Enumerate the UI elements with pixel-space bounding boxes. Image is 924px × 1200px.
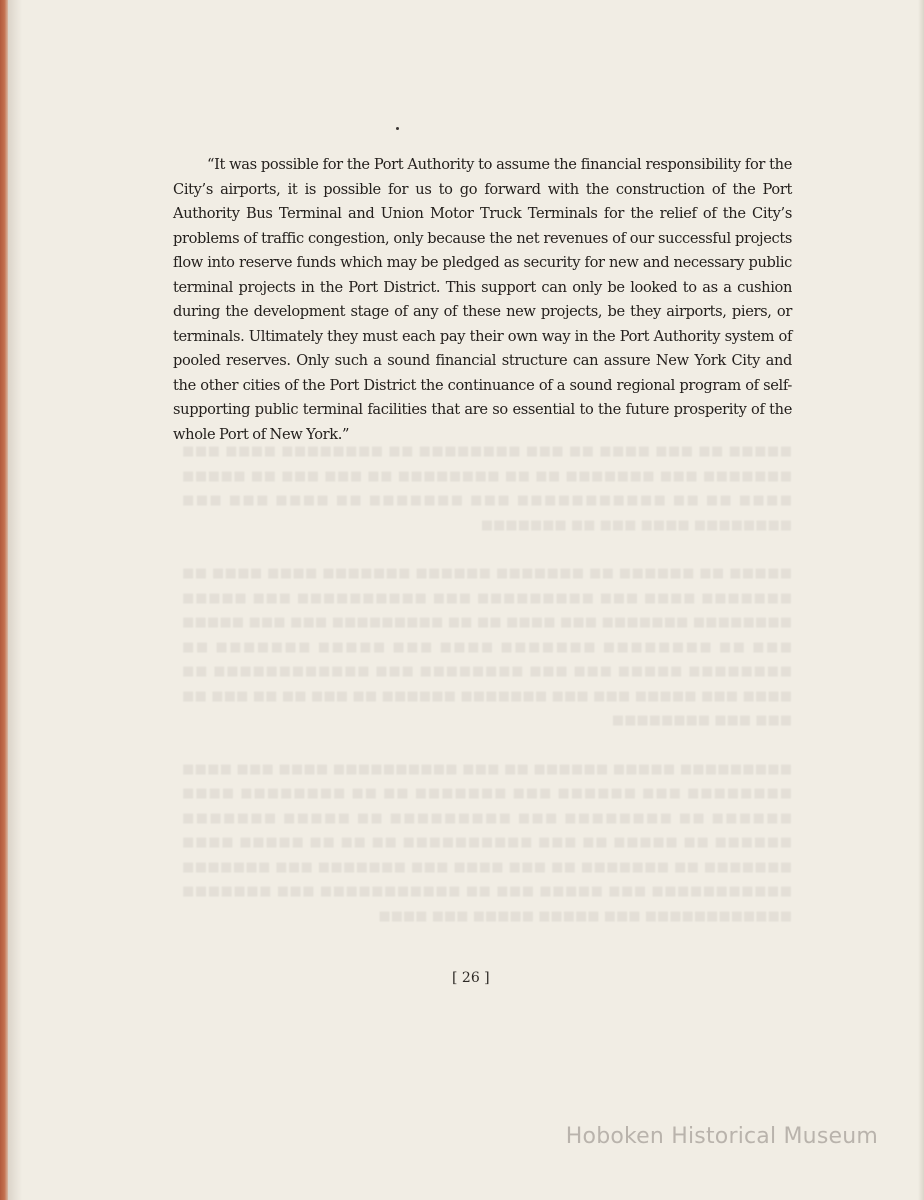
binding-spine [0,0,8,1200]
page-edge-shadow [918,0,924,1200]
page-number: [ 26 ] [452,970,490,986]
paper-speck [396,127,399,130]
quote-paragraph: “It was possible for the Port Authority to assume the financial responsibility for the City’s airports, it is possible for us to go forward with the construction of the Port Authority Bus Terminal and Union Motor Truck Terminals for the relief of the City’s problems of traffic congestion, only because the net revenues of our successful projects flow into reserve funds which may be pledged as security for new and necessary public terminal projects in the Port District. This support can only be looked to as a cushion during the development stage of any of these new projects, be they airports, piers, or terminals. Ultimately they must each pay their own way in the Port Authority system of pooled reserves. Only such a sound financial structure can assure New York City and the other cities of the Port District the continuance of a sound regional program of self-supporting public terminal facilities that are so essential to the future prosperity of the whole Port of New York.” [173,156,792,444]
museum-watermark: Hoboken Historical Museum [565,1124,878,1149]
bleed-through-texture: ■■■■■ ■■ ■■■ ■■■■ ■■ ■■■ ■■■■■■■■ ■■ ■■■■■■■■ ■■■■ ■■■ ■■■■■■■ ■■■ ■■■■■■■ ■■ ■■ ■■■■■■■■ ■■ ■■■ ■■■ ■■ ■■■■■ ■■■■ ■■ ■■ ■■■■■■■■■■■ ■■■ ■■■■■■■ ■■ ■■■■ ■■■ ■■■ ■■■■■■■■ ■■■■ ■■■ ■■ ■■■■■■■ ■■■■■ ■■ ■■■■■■ ■■ ■■■■■■■ ■■■■■■ ■■■■■■■ ■■■■ ■■■■ ■■ ■■■■■■■ ■■■■ ■■■ ■■■■■■■■■ ■■■ ■■■■■■■■■■ ■■■ ■■■■■ ■■■■■■■■ ■■■■■■■ ■■■ ■■■■ ■■ ■■ ■■■■■■■■■ ■■■ ■■■ ■■■■■ ■■■ ■■ ■■■■■■■■ ■■■■■■■ ■■■■ ■■■ ■■■■■ ■■■■■■■ ■■ ■■■■■■■■ ■■■■■ ■■■ ■■■ ■■■■■■■■ ■■■ ■■■■■■■■■■■■ ■■ ■■■■ ■■■ ■■■■■ ■■■ ■■■ ■■■■■■■ ■■■■■■ ■■ ■■■ ■■ ■■ ■■■ ■■ ■■■ ■■■ ■■■■■■■■ ■■■■■■■■■ ■■■■■ ■■■■■■ ■■ ■■■ ■■■■■■■■■■ ■■■■ ■■■ ■■■■ ■■■■■■■■ ■■■ ■■■■■■ ■■■ ■■■■■■■ ■■ ■■ ■■■■■■■■ ■■■■ ■■■■■■ ■■ ■■■■■■■■ ■■■ ■■■■■■■■■ ■■ ■■■■■ ■■■■■■■ ■■■■■■ ■■ ■■■■■ ■■ ■■■ ■■■■■■■■■■ ■■ ■■ ■■ ■■■■■ ■■■■ ■■■■■■■ ■■ ■■■■■■■ ■■ ■■■ ■■■■ ■■■ ■■■■■■■ ■■■ ■■■■■■■ ■■■■■■■■■■■ ■■■ ■■■■■ ■■■ ■■ ■■■■■■■■■■■ ■■■ ■■■■■■■ ■■■■■■■■■■■■ ■■■ ■■■■■ ■■■■■ ■■■ ■■■■ [182,444,792,924]
spine-shadow [8,0,22,1200]
